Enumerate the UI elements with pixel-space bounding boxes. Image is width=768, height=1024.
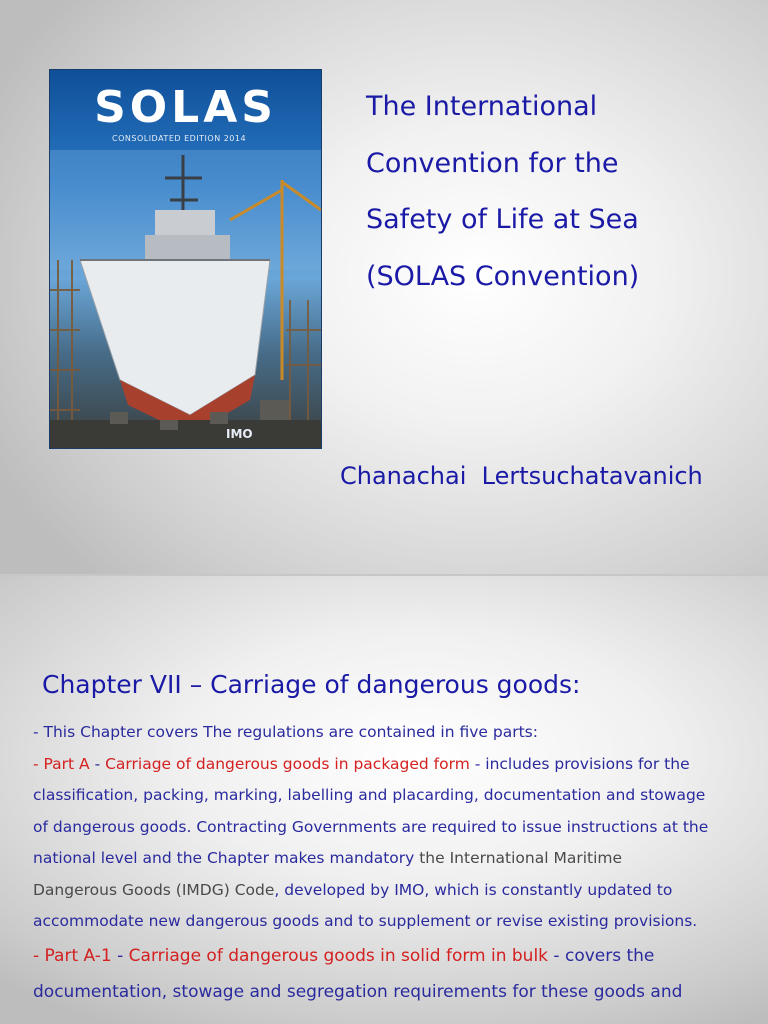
title-line: The International xyxy=(366,91,598,122)
part-a-line: of dangerous goods. Contracting Governments are required to issue instructions at the xyxy=(33,817,709,836)
cover-edition: CONSOLIDATED EDITION 2014 xyxy=(112,134,247,143)
title-line: (SOLAS Convention) xyxy=(366,260,640,292)
imdg-reference: the International Maritime xyxy=(419,849,623,867)
author-name: Chanachai Lertsuchatavanich xyxy=(340,462,703,490)
part-a1-label: Part A-1 xyxy=(44,945,112,966)
part-a-line: accommodate new dangerous goods and to supplement or revise existing provisions. xyxy=(33,912,698,930)
part-a1-title: Carriage of dangerous goods in solid form in bulk xyxy=(128,945,549,966)
dash: - xyxy=(33,945,45,966)
imdg-code: Dangerous Goods (IMDG) Code xyxy=(33,880,275,899)
chapter-body xyxy=(33,717,753,1010)
part-a-line xyxy=(33,749,753,781)
part-a-text: , developed by IMO, which is constantly updated to xyxy=(274,880,673,899)
imo-logo: IMO xyxy=(226,427,253,441)
cover-title: SOLAS xyxy=(94,82,277,133)
part-a-line xyxy=(33,843,753,875)
title-line: Convention for the xyxy=(366,147,619,179)
chapter-heading: Chapter VII – Carriage of dangerous goods: xyxy=(42,670,581,699)
part-a-line: classification, packing, marking, labelling and placarding, documentation and stowage xyxy=(33,786,706,804)
title-line: Safety of Life at Sea xyxy=(366,204,639,235)
part-a-title: Carriage of dangerous goods in packaged form xyxy=(105,754,470,773)
part-a-text: national level and the Chapter makes mandatory xyxy=(33,849,420,867)
solas-book-cover xyxy=(50,70,321,448)
part-a-line xyxy=(33,875,753,907)
slide-title xyxy=(366,79,746,305)
part-a-text: - includes provisions for the xyxy=(469,754,690,773)
ship-illustration xyxy=(50,150,321,448)
part-a1-line xyxy=(33,938,753,974)
separator: - xyxy=(111,945,129,966)
intro-line: - This Chapter covers The regulations are contained in five parts: xyxy=(33,723,538,741)
part-a1-line: documentation, stowage and segregation requirements for these goods and xyxy=(33,981,683,1002)
part-a-label: - Part A xyxy=(33,754,90,773)
separator: - xyxy=(89,754,106,773)
part-a1-text: - covers the xyxy=(548,945,655,966)
